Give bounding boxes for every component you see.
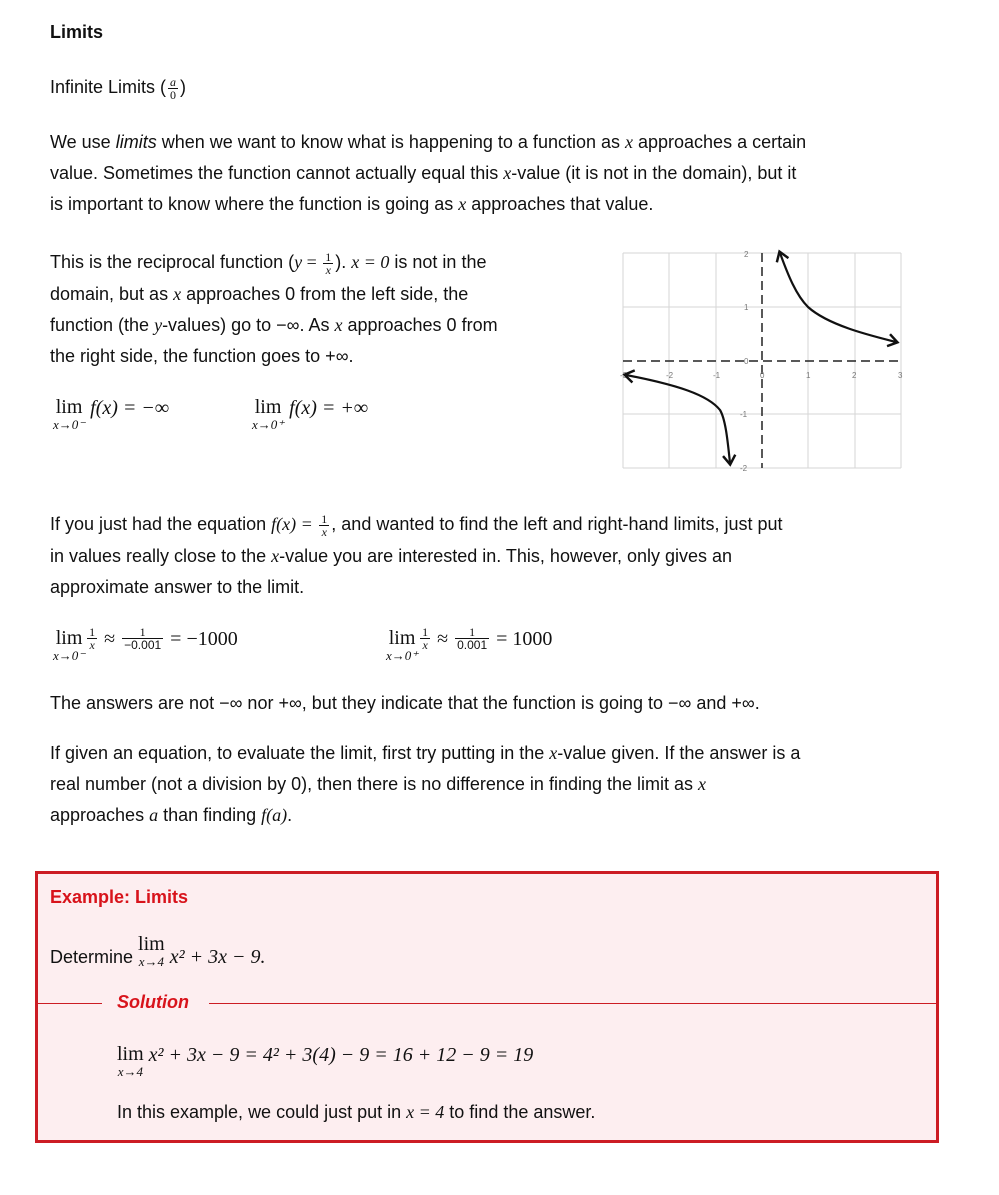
numeric-limit-right: lim x→0⁺ $\frac{1}{x}$ ≈ $\frac{1}{0.001}$ = 1000	[386, 625, 553, 663]
limit-left-formula: lim x→0⁻ f(x) = −∞	[53, 396, 170, 432]
curve-right-branch	[780, 253, 896, 342]
svg-text:-3: -3	[620, 371, 628, 380]
intro-paragraph: We use limits when we want to know what is happening to a function as x approaches a certain value. Sometimes the function cannot actually equal this x-value (it is not in the domain), but it is important to know where the function is going as x approaches that value.	[50, 132, 807, 214]
curve-left-branch	[626, 375, 730, 463]
section-subheading: Infinite Limits ( $\frac{a}{0}$ )	[50, 74, 187, 102]
solution-formula: lim x→4 x² + 3x − 9 = 4² + 3(4) − 9 = 16 + 12 − 9 = 19	[117, 1043, 534, 1079]
answers-note: The answers are not −∞ nor +∞, but they indicate that the function is going to −∞ and +∞.	[50, 693, 760, 713]
svg-text:-1: -1	[713, 371, 721, 380]
svg-text:-1: -1	[740, 410, 748, 419]
fraction-1-over-x: $\frac{1}{x}$	[325, 249, 332, 277]
svg-text:-2: -2	[666, 371, 674, 380]
fraction-a-over-0: $\frac{a}{0}$	[170, 74, 177, 102]
svg-text:3: 3	[898, 371, 903, 380]
solution-divider-right	[209, 1003, 939, 1004]
subheading-text: Infinite Limits (	[50, 77, 167, 97]
svg-text:2: 2	[744, 250, 749, 259]
fraction-1-over-x: $\frac{1}{x}$	[321, 511, 328, 539]
numeric-limit-left: lim x→0⁻ $\frac{1}{x}$ ≈ $\frac{1}{-0.001}$ = −1000	[53, 625, 238, 663]
example-title: Example: Limits	[50, 887, 189, 907]
svg-text:2: 2	[852, 371, 857, 380]
svg-text:1: 1	[806, 371, 811, 380]
asymptote-lines	[623, 253, 901, 468]
svg-text:1: 1	[744, 303, 749, 312]
page-title: Limits	[50, 22, 104, 42]
svg-text:-2: -2	[740, 464, 748, 473]
solution-note: In this example, we could just put in x = 4 to find the answer.	[117, 1102, 596, 1122]
numeric-paragraph: If you just had the equation f(x) = $\frac{1}{x}$ , and wanted to find the left and right-hand limits, just put in values really close to the x-value you are interested in. This, however, only gives an approximate answer to the limit.	[50, 511, 783, 597]
reciprocal-paragraph: This is the reciprocal function (y = $\frac{1}{x}$ ). x = 0 is not in the domain, but as x approaches 0 from the left side, the function (the y-values) go to −∞. As x approaches 0 from the right side, the function goes to +∞.	[50, 249, 498, 366]
evaluate-paragraph: If given an equation, to evaluate the limit, first try putting in the x-value given. If the answer is a real number (not a division by 0), then there is no difference in finding the limit as x approaches a than finding f(a).	[50, 743, 801, 825]
example-prompt: Determine lim x→4 x² + 3x − 9.	[50, 933, 266, 969]
example-box	[35, 871, 939, 1143]
svg-text:0: 0	[744, 357, 749, 366]
reciprocal-function-graph	[618, 245, 908, 475]
solution-label: Solution	[117, 992, 189, 1012]
limit-right-formula: lim x→0⁺ f(x) = +∞	[252, 396, 369, 432]
solution-divider-left	[38, 1003, 102, 1004]
svg-text:0: 0	[760, 371, 765, 380]
